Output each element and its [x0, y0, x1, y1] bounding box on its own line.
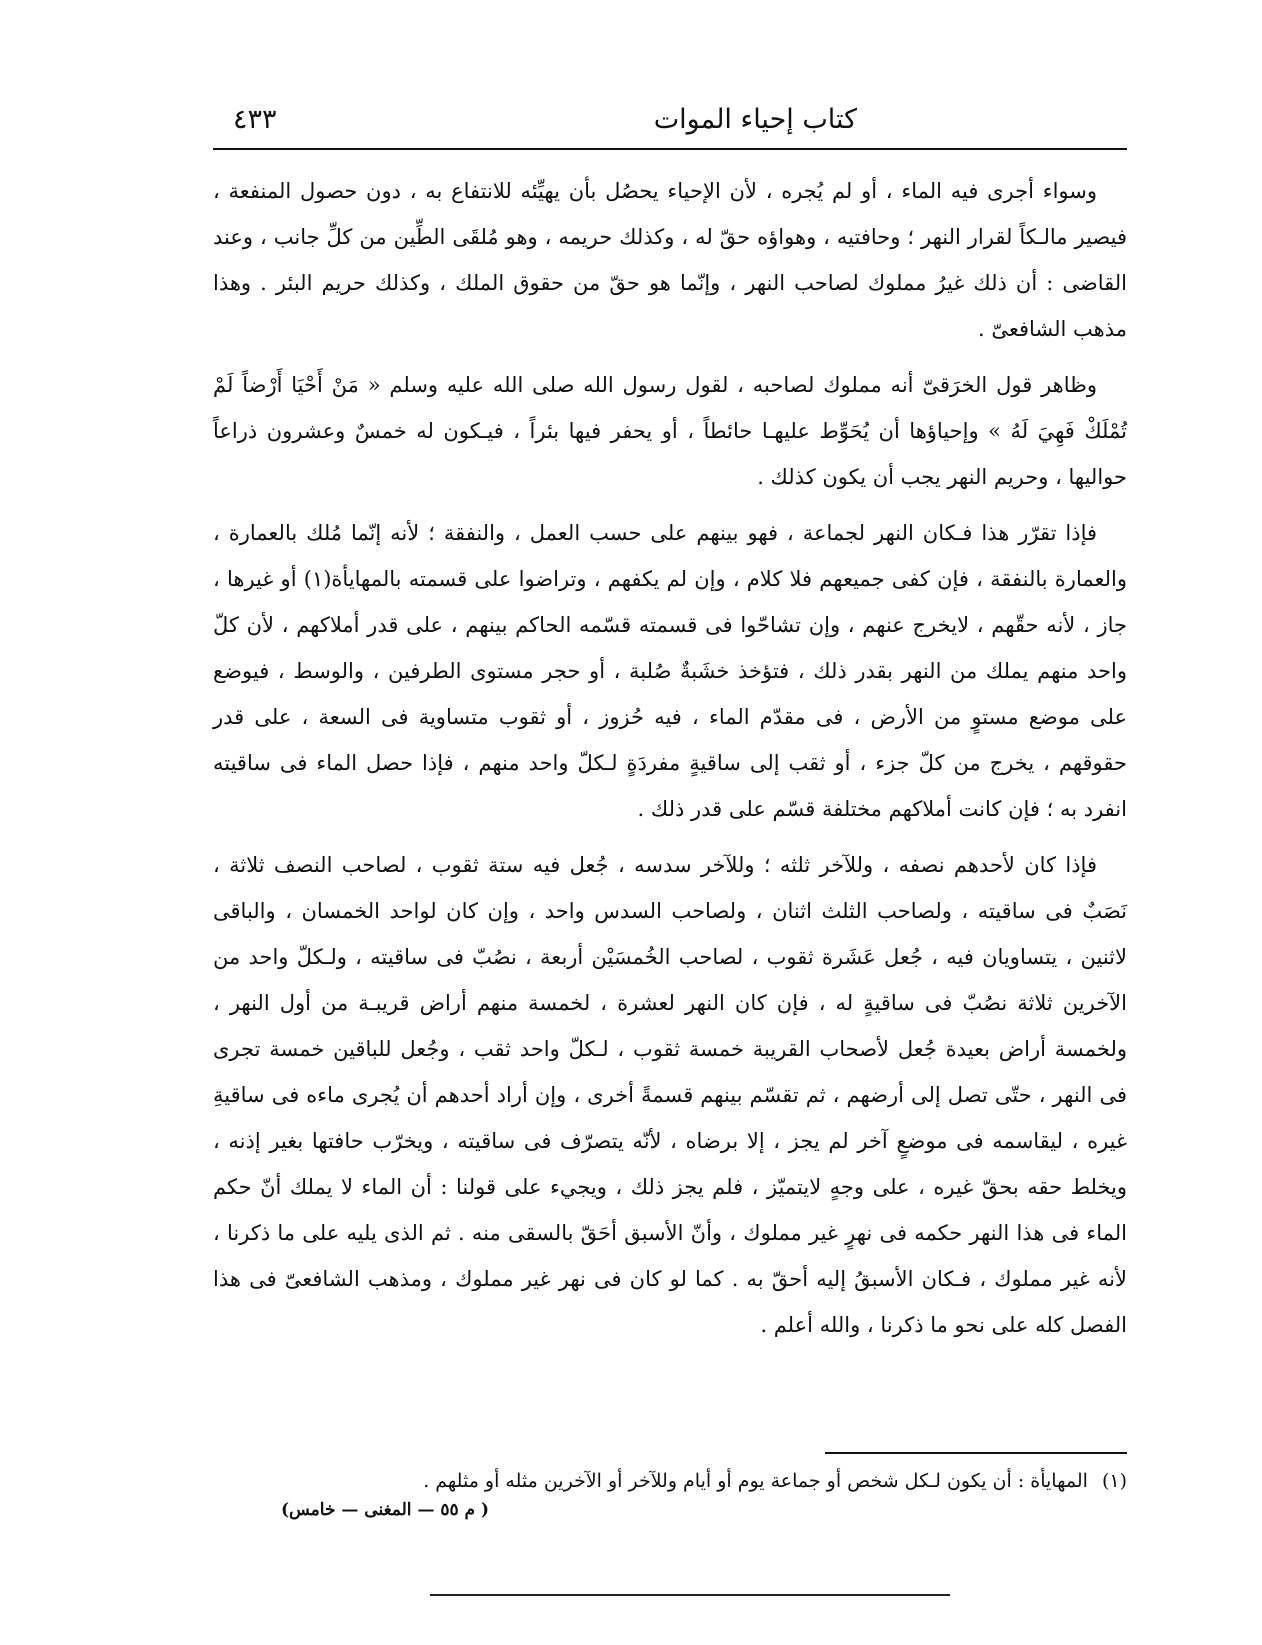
header-divider	[213, 148, 1127, 150]
paragraph: فإذا تقرّر هذا فـكان النهر لجماعة ، فهو بينهم على حسب العمل ، والنفقة ؛ لأنه إنّما مُلك بالعمارة ، والعمارة بالنفقة ، فإن كفى جميعهم فلا كلام ، وإن لم يكفهم ، وتراضوا على قسمته بالمهايأة(١) أو غيرها ، جاز ، لأنه حقّهم ، لايخرج عنهم ، وإن تشاحّوا فى قسمته قسّمه الحاكم بينهم ، على قدر أملاكهم ، لأن كلّ واحد منهم يملك من النهر بقدر ذلك ، فتؤخذ خشَبةٌ صُلبة ، أو حجر مستوى الطرفين ، والوسط ، فيوضع على موضع مستوٍ من الأرض ، فى مقدّم الماء ، فيه حُزوز ، أو ثقوب متساوية فى السعة ، على قدر حقوقهم ، يخرج من كلّ جزء ، أو ثقب إلى ساقيةٍ مفردَةٍ لـكلّ واحد منهم ، فإذا حصل الماء فى ساقيته انفرد به ؛ فإن كانت أملاكهم مختلفة قسّم على قدر ذلك .	[213, 521, 1127, 821]
footnote-divider	[825, 1452, 1127, 1454]
bottom-divider	[430, 1594, 950, 1596]
running-header	[213, 98, 1127, 144]
signature-mark: ( م ٥٥ — المغنى — خامس)	[280, 1500, 490, 1520]
main-text	[213, 168, 1127, 1358]
paragraph: وسواء أجرى فيه الماء ، أو لم يُجره ، لأن الإحياء يحصُل بأن يهيِّئه للانتفاع به ، دون حصول المنفعة ، فيصير مالـكاً لقرار النهر ؛ وحافتيه ، وهواؤه حقّ له ، وكذلك حريمه ، وهو مُلقَى الطِّين من كلِّ جانب ، وعند القاضى : أن ذلك غيرُ مملوك لصاحب النهر ، وإنّما هو حقّ من حقوق الملك ، وكذلك حريم البئر . وهذا مذهب الشافعىّ .	[213, 179, 1127, 341]
footnote	[213, 1466, 1127, 1496]
paragraph: فإذا كان لأحدهم نصفه ، وللآخر ثلثه ؛ وللآخر سدسه ، جُعل فيه ستة ثقوب ، لصاحب النصف ثلاثة ، نَصَبٌ فى ساقيته ، ولصاحب الثلث اثنان ، ولصاحب السدس واحد ، وإن كان لواحد الخمسان ، والباقى لاثنين ، يتساويان فيه ، جُعل عَشَرة ثقوب ، لصاحب الخُمسَيْن أربعة ، نصُبّ فى ساقيته ، ولـكلّ واحد من الآخرين ثلاثة نصُبّ فى ساقيةٍ له ، فإن كان النهر لعشرة ، لخمسة منهم أراض قريبـة من أول النهر ، ولخمسة أراض بعيدة جُعل لأصحاب القريبة خمسة ثقوب ، لـكلّ واحد ثقب ، وجُعل للباقين خمسة تجرى فى النهر ، حتّى تصل إلى أرضهم ، ثم تقسّم بينهم قسمةً أخرى ، وإن أراد أحدهم أن يُجرى ماءه فى ساقيةِ غيره ، ليقاسمه فى موضعٍ آخر لم يجز ، إلا برضاه ، لأنّه يتصرّف فى ساقيته ، ويخرّب حافتها بغير إذنه ، ويخلط حقه بحقّ غيره ، على وجهٍ لايتميّز ، فلم يجز ذلك ، ويجيء على قولنا : أن الماء لا يملك أنّ حكم الماء فى هذا النهر حكمه فى نهرٍ غير مملوك ، وأنّ الأسبق أحَقّ بالسقى منه . ثم الذى يليه على ما ذكرنا ، لأنه غير مملوك ، فـكان الأسبقُ إليه أحقّ به . كما لو كان فى نهر غير مملوك ، ومذهب الشافعىّ فى هذا الفصل كله على نحو ما ذكرنا ، والله أعلم .	[213, 853, 1127, 1337]
paragraph: وظاهر قول الخرَقىّ أنه مملوك لصاحبه ، لقول رسول الله صلى الله عليه وسلم « مَنْ أَحْيَا أَرْضاً لَمْ تُمْلَكْ فَهِيَ لَهُ » وإحياؤها أن يُحَوِّط عليهـا حائطاً ، أو يحفر فيها بئراً ، فيـكون له خمسٌ وعشرون ذراعاً حواليها ، وحريم النهر يجب أن يكون كذلك .	[213, 373, 1127, 489]
footnote-number: (١)	[1101, 1470, 1127, 1492]
footnote-text: المهايأة : أن يكون لـكل شخص أو جماعة يوم أو أيام وللآخر أو الآخرين مثله أو مثلهم .	[423, 1470, 1088, 1492]
header-title: كتاب إحياء الموات	[653, 104, 857, 135]
page-number: ٤٣٣	[233, 104, 277, 135]
